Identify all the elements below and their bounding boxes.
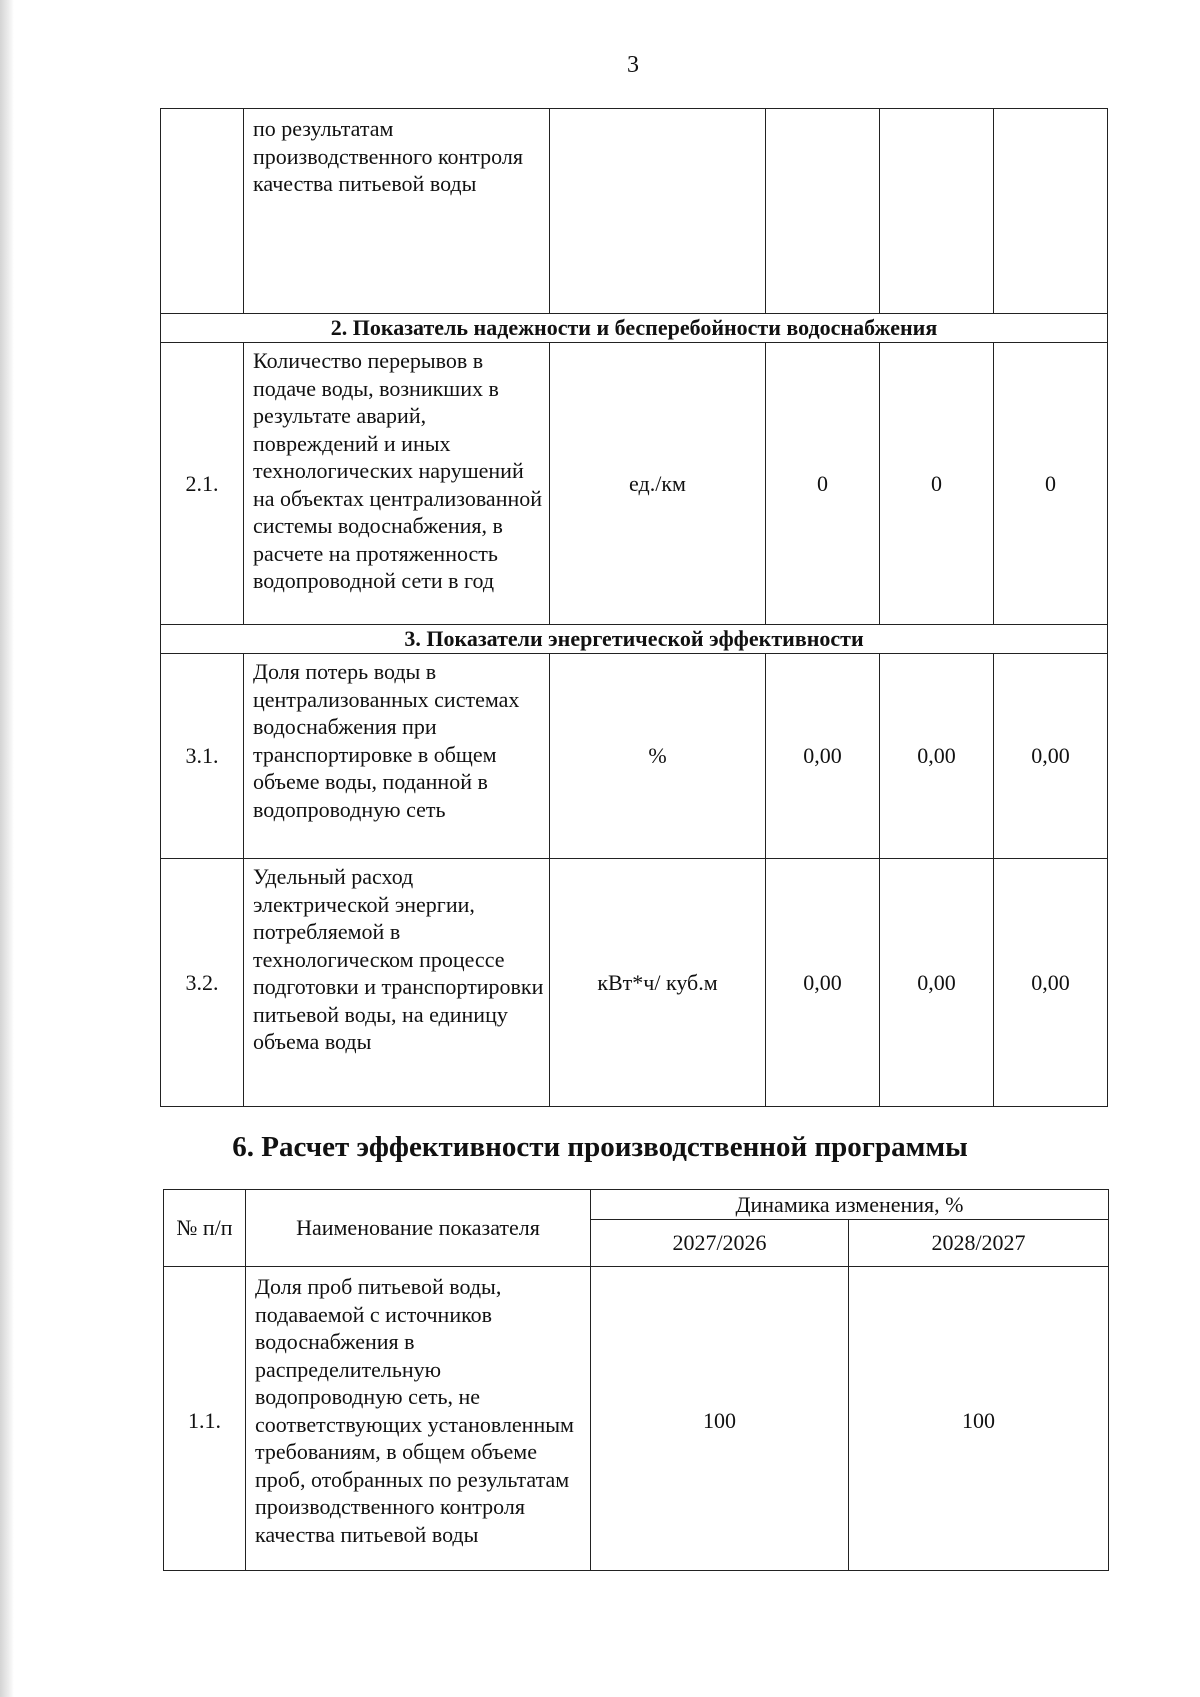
row-number-cell [161,109,244,314]
indicator-name-cell: по результатам производственного контроля качества питьевой воды [244,109,550,314]
value-cell: 0,00 [880,654,994,859]
header-name: Наименование показателя [246,1190,591,1267]
header-row [164,1190,1109,1220]
indicator-name-cell: Доля потерь воды в централизованных системах водоснабжения при транспортировке в общем объеме воды, поданной в водопроводную сеть [244,654,550,859]
row-number-cell: 1.1. [164,1267,246,1571]
section-6-title: 6. Расчет эффективности производственной программы [232,1131,968,1163]
unit-cell: кВт*ч/ куб.м [550,859,766,1107]
efficiency-table [163,1189,1109,1571]
value-cell: 0 [766,343,880,625]
table-row [161,859,1108,1107]
value-cell: 100 [591,1267,849,1571]
table-row [161,343,1108,625]
table-row [164,1267,1109,1571]
value-cell: 0,00 [994,654,1108,859]
indicator-name-cell: Доля проб питьевой воды, подаваемой с источников водоснабжения в распределительную водопроводную сеть, не соответствующих установленным требованиям, в общем объеме проб, отобранных по результатам производственного контроля качества питьевой воды [246,1267,591,1571]
scan-page-edge [0,0,14,1697]
header-dynamics: Динамика изменения, % [591,1190,1109,1220]
indicators-table [160,108,1108,1107]
header-num: № п/п [164,1190,246,1267]
indicator-name-cell: Удельный расход электрической энергии, потребляемой в технологическом процессе подготовки и транспортировки питьевой воды, на единицу объема воды [244,859,550,1107]
section-heading-2: 2. Показатель надежности и бесперебойности водоснабжения [161,314,1108,343]
table-row [161,654,1108,859]
value-cell: 0 [880,343,994,625]
unit-cell: ед./км [550,343,766,625]
indicator-name-cell: Количество перерывов в подаче воды, возникших в результате аварий, повреждений и иных технологических нарушений на объектах централизованной системы водоснабжения, в расчете на протяженность водопроводной сети в год [244,343,550,625]
value-cell: 0,00 [994,859,1108,1107]
value-cell: 0,00 [766,654,880,859]
page-number: 3 [627,52,639,78]
value-cell: 0,00 [880,859,994,1107]
unit-cell [550,109,766,314]
row-number-cell: 3.2. [161,859,244,1107]
header-period-1: 2027/2026 [591,1220,849,1267]
section-row [161,314,1108,343]
value-cell [994,109,1108,314]
section-heading-3: 3. Показатели энергетической эффективности [161,625,1108,654]
section-row [161,625,1108,654]
value-cell [880,109,994,314]
row-number-cell: 2.1. [161,343,244,625]
unit-cell: % [550,654,766,859]
value-cell: 100 [849,1267,1109,1571]
header-period-2: 2028/2027 [849,1220,1109,1267]
table-row [161,109,1108,314]
value-cell [766,109,880,314]
value-cell: 0 [994,343,1108,625]
value-cell: 0,00 [766,859,880,1107]
row-number-cell: 3.1. [161,654,244,859]
